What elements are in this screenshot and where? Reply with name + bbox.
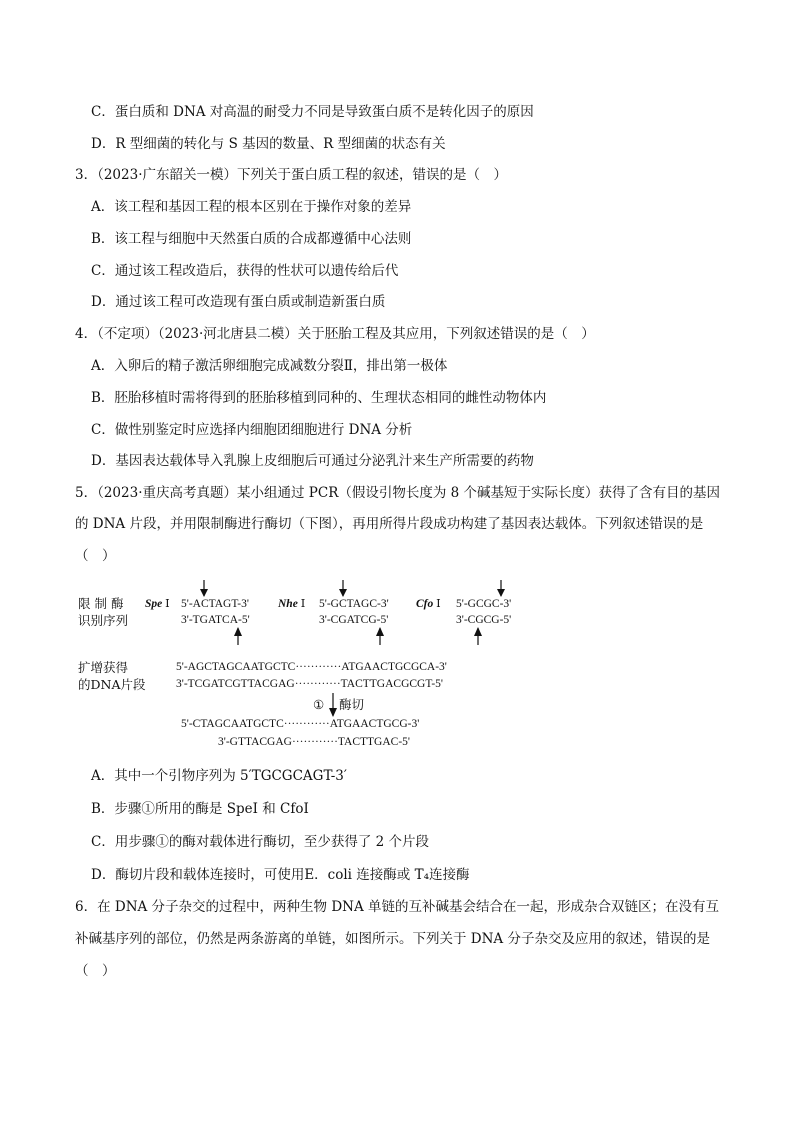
nhe-up-arrowhead-icon <box>376 627 384 636</box>
spe-down-arrowhead-icon <box>200 589 208 597</box>
q5-option-d: D．酶切片段和载体连接时，可使用E．coli 连接酶或 T₄连接酶 <box>91 867 470 883</box>
spe-up-arrowhead-icon <box>234 627 242 636</box>
q5-option-c: C．用步骤①的酶对载体进行酶切，至少获得了 2 个片段 <box>91 834 430 850</box>
step-down-arrowhead-icon <box>329 708 337 717</box>
q3-option-b: B．该工程与细胞中天然蛋白质的合成都遵循中心法则 <box>91 231 412 247</box>
q5-stem-line-2: 的 DNA 片段，并用限制酶进行酶切（下图），再用所得片段成功构建了基因表达载体。下列叙述错误的是 <box>75 516 704 532</box>
nhe-down-arrowhead-icon <box>339 589 347 597</box>
cfo-name: Cfo <box>416 598 434 610</box>
spe-name: Spe <box>145 598 163 610</box>
q5-option-b: B．步骤①所用的酶是 SpeI 和 CfoI <box>91 801 309 817</box>
nhe-enzyme-label <box>278 597 305 611</box>
step-number: ① <box>313 697 325 712</box>
nhe-name: Nhe <box>278 598 298 610</box>
nhe-top-strand: 5'-GCTAGC-3' <box>319 598 389 610</box>
q2-option-c: C．蛋白质和 DNA 对高温的耐受力不同是导致蛋白质不是转化因子的原因 <box>91 104 534 120</box>
fragment-bottom-strand: 3'-TCGATCGTTACGAG············TACTTGACGCGT-5' <box>176 678 443 690</box>
fragment-top-strand: 5'-AGCTAGCAATGCTC············ATGAACTGCGCA-3' <box>176 661 447 673</box>
cfo-roman: Ⅰ <box>436 598 441 610</box>
q4-option-c: C．做性别鉴定时应选择内细胞团细胞进行 DNA 分析 <box>91 422 413 438</box>
q5-stem-line-1: 5．（2023·重庆高考真题）某小组通过 PCR（假设引物长度为 8 个碱基短于实际长度）获得了含有目的基因 <box>75 485 721 501</box>
cfo-down-arrowhead-icon <box>497 589 505 597</box>
figure-label-sequence: 识别序列 <box>78 613 129 628</box>
q5-stem-line-3: （ ） <box>75 548 116 564</box>
cfo-top-strand: 5'-GCGC-3' <box>456 598 512 610</box>
q3-stem: 3．（2023·广东韶关一模）下列关于蛋白质工程的叙述，错误的是（ ） <box>75 167 507 183</box>
q4-option-a: A．入卵后的精子激活卵细胞完成减数分裂Ⅱ，排出第一极体 <box>91 358 448 374</box>
spe-top-strand: 5'-ACTAGT-3' <box>181 598 249 610</box>
q6-stem-line-2: 补碱基序列的部位，仍然是两条游离的单链，如图所示。下列关于 DNA 分子杂交及应用的叙述，错误的是 <box>75 931 710 947</box>
q4-option-d: D．基因表达载体导入乳腺上皮细胞后可通过分泌乳汁来生产所需要的药物 <box>91 453 534 469</box>
spe-bottom-strand: 3'-TGATCA-5' <box>181 614 250 626</box>
cut-top-strand: 5'-CTAGCAATGCTC············ATGAACTGCG-3' <box>181 718 420 730</box>
q4-stem: 4．（不定项）（2023·河北唐县二模）关于胚胎工程及其应用，下列叙述错误的是（ ） <box>75 326 595 342</box>
spe-enzyme-label <box>145 597 170 611</box>
spe-roman: Ⅰ <box>165 598 170 610</box>
fragment-label-line-2: 的DNA片段 <box>78 677 146 692</box>
cfo-up-arrowhead-icon <box>474 627 482 636</box>
cfo-bottom-strand: 3'-CGCG-5' <box>456 614 512 626</box>
q5-option-a: A．其中一个引物序列为 5′TGCGCAGT-3′ <box>91 768 347 784</box>
step-label: 酶切 <box>339 697 365 712</box>
q6-stem-line-1: 6．在 DNA 分子杂交的过程中，两种生物 DNA 单链的互补碱基会结合在一起，形成杂合双链区；在没有互 <box>75 899 720 915</box>
q3-option-a: A．该工程和基因工程的根本区别在于操作对象的差异 <box>91 199 412 215</box>
q3-option-c: C．通过该工程改造后，获得的性状可以遗传给后代 <box>91 263 399 279</box>
cfo-enzyme-label <box>416 597 441 611</box>
q2-option-d: D．R 型细菌的转化与 S 基因的数量、R 型细菌的状态有关 <box>91 136 446 152</box>
fragment-label-line-1: 扩增获得 <box>78 660 129 675</box>
q6-stem-line-3: （ ） <box>75 963 116 979</box>
q4-option-b: B．胚胎移植时需将得到的胚胎移植到同种的、生理状态相同的雌性动物体内 <box>91 390 547 406</box>
nhe-roman: Ⅰ <box>300 598 306 610</box>
cut-bottom-strand: 3'-GTTACGAG············TACTTGAC-5' <box>218 736 410 748</box>
nhe-bottom-strand: 3'-CGATCG-5' <box>319 614 389 626</box>
q3-option-d: D．通过该工程可改造现有蛋白质或制造新蛋白质 <box>91 294 386 310</box>
figure-label-enzyme: 限 制 酶 <box>78 596 124 611</box>
